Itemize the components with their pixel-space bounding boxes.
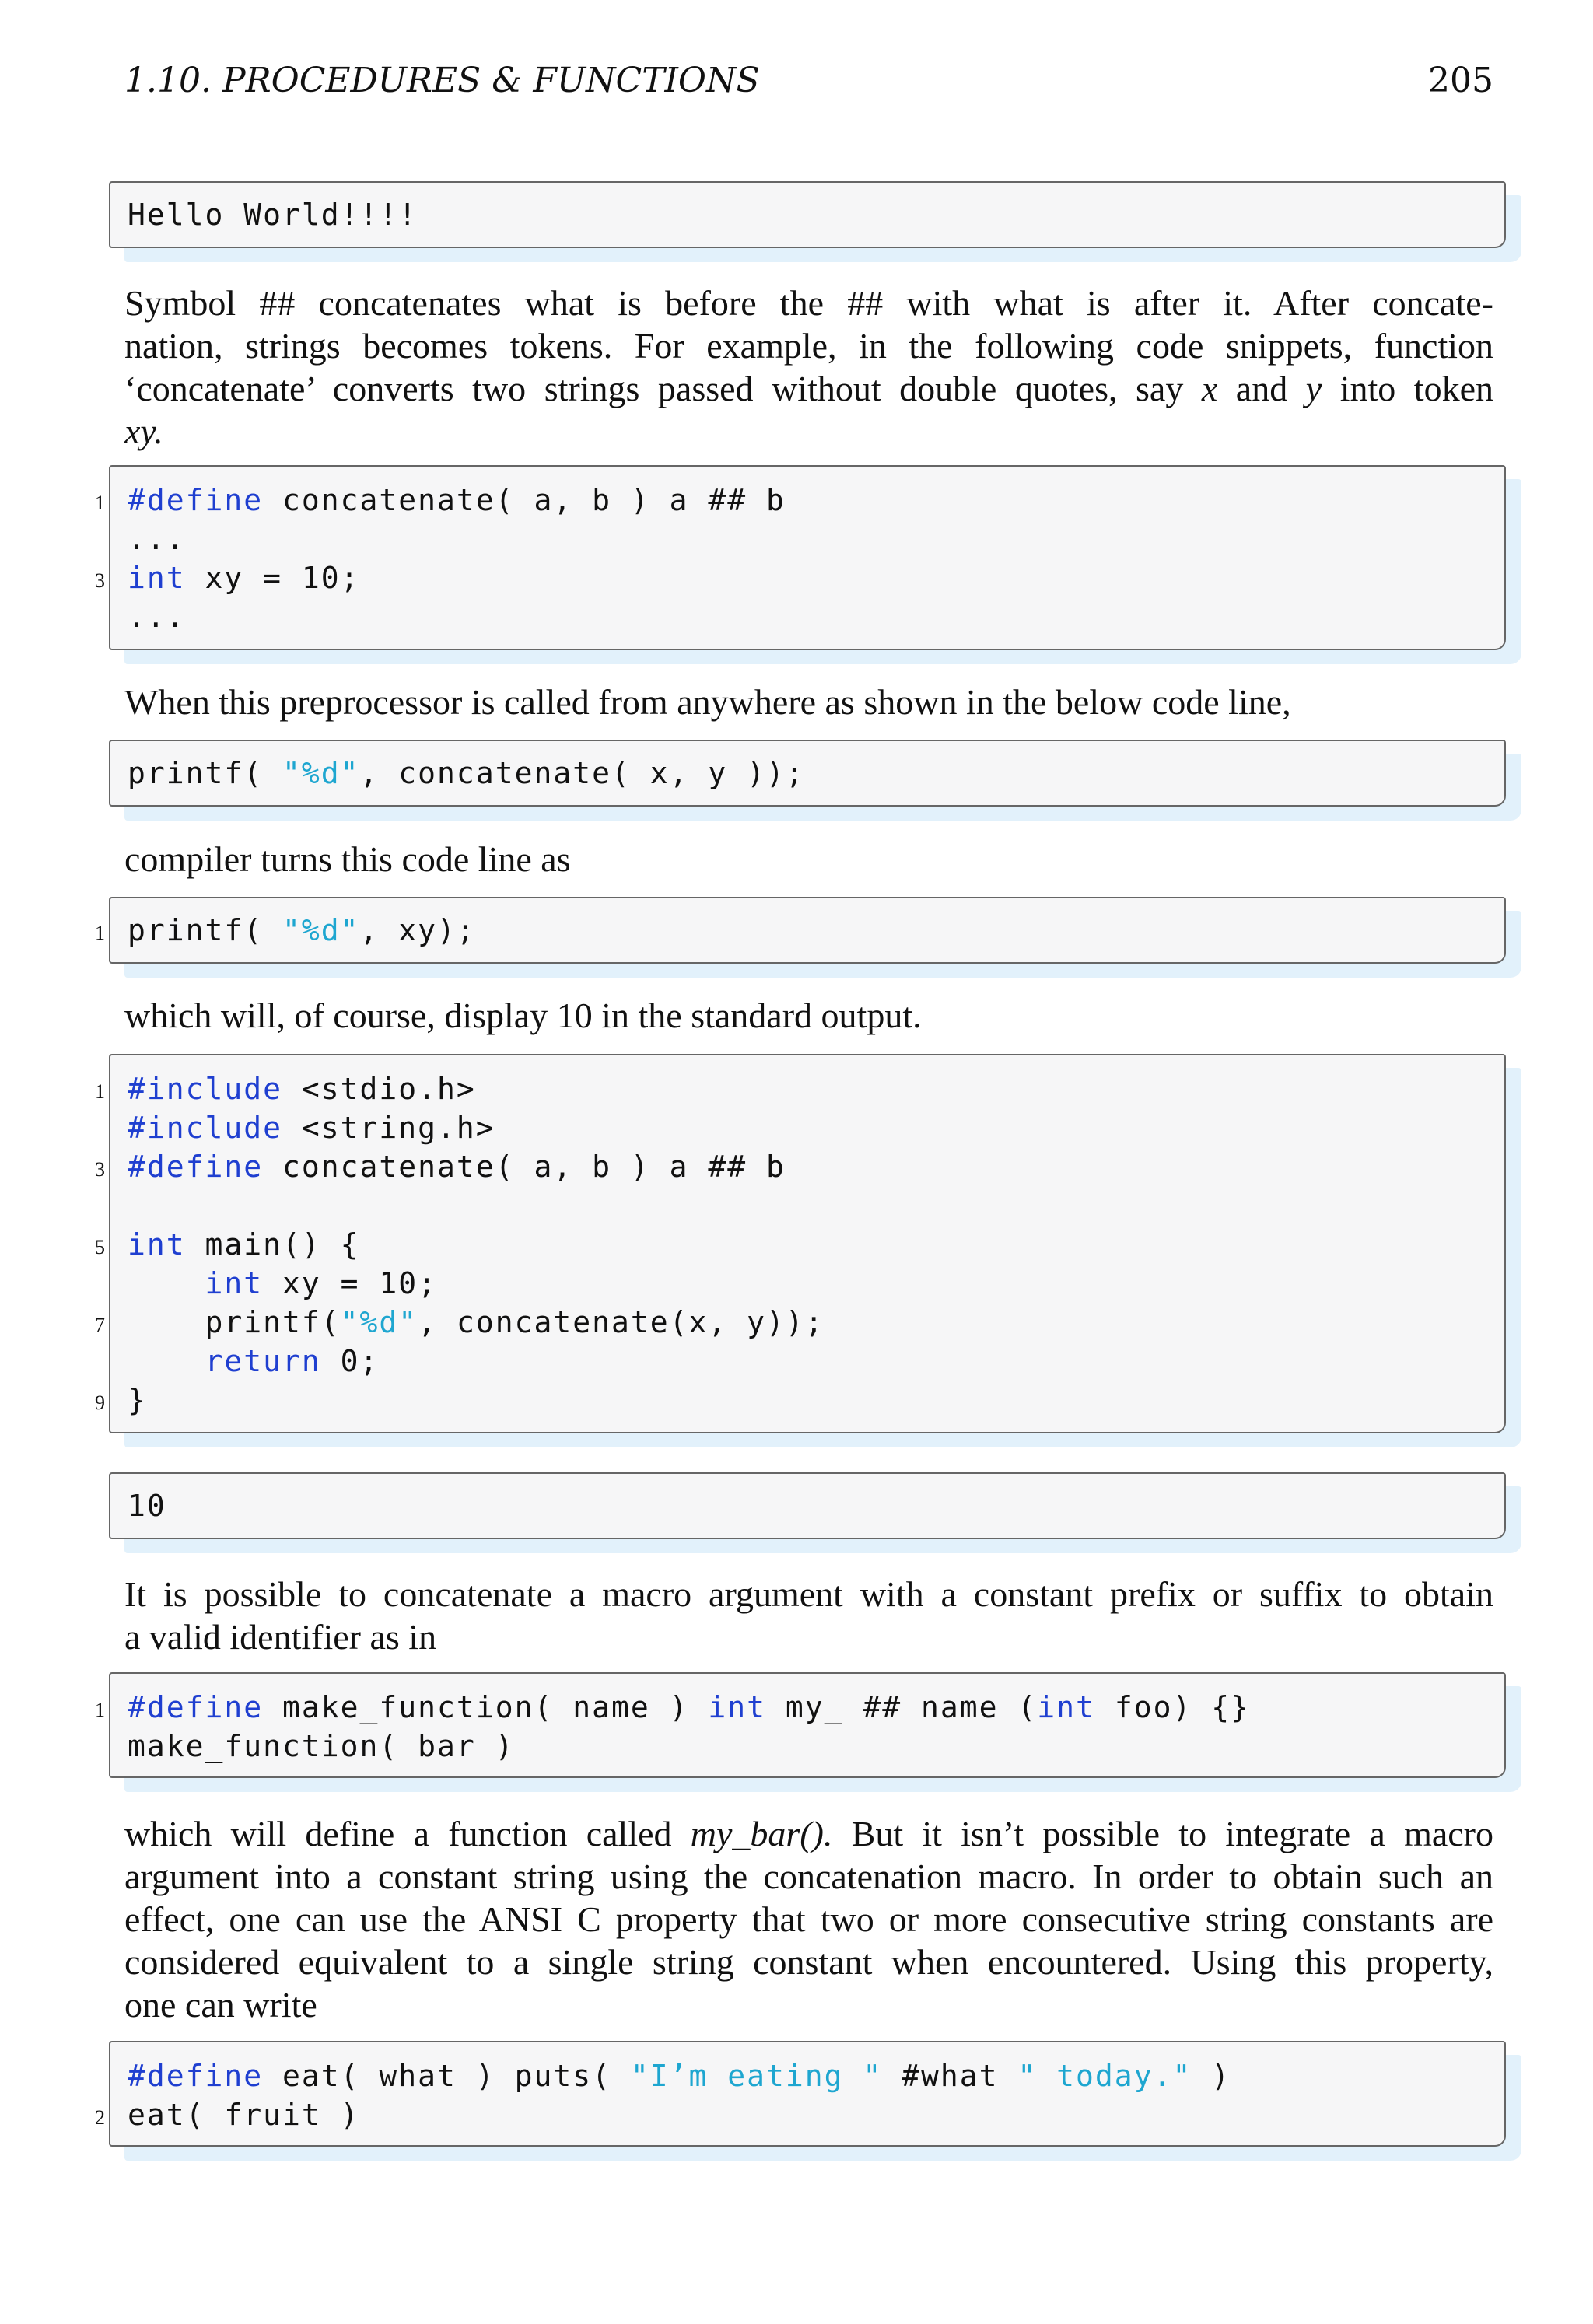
code-line: 5 int main() {: [128, 1225, 1497, 1264]
code-line: 1 printf( "%d", xy);: [128, 911, 1497, 950]
code-line: ...: [128, 600, 186, 634]
line-number: 7: [95, 1314, 105, 1336]
paragraph-preprocessor-call: [124, 681, 1493, 723]
line-number: 1: [95, 1080, 105, 1103]
section-title: 1.10. PROCEDURES & FUNCTIONS: [124, 61, 760, 100]
text-line: When this preprocessor is called from anywhere as shown in the below code line,: [124, 682, 1291, 722]
text-line: considered equivalent to a single string constant when encountered. Using this property,: [124, 1942, 1493, 1982]
code-line: #include <string.h>: [128, 1111, 495, 1145]
code-listing-main-program: [95, 1054, 1506, 1433]
text-line: effect, one can use the ANSI C property that two or more consecutive string constants are: [124, 1899, 1493, 1939]
code-listing-define: [95, 465, 1506, 650]
text-line: a valid identifier as in: [124, 1617, 437, 1657]
code-line-blank: [128, 1186, 1497, 1225]
code-line: 1 #include <stdio.h>: [128, 1069, 1497, 1108]
line-number: 1: [95, 1699, 105, 1721]
code-line: printf( "%d", concatenate( x, y ));: [128, 756, 805, 790]
output-line: Hello World!!!!: [128, 198, 418, 232]
paragraph-display-10: [124, 994, 1493, 1037]
paragraph-my-bar: [124, 1812, 1493, 2026]
code-listing-printf-xy: [95, 897, 1506, 964]
code-line: 1 #define concatenate( a, b ) a ## b: [128, 481, 1497, 520]
text-line: ‘concatenate’ converts two strings passed without double quotes, say x and y into token: [124, 369, 1493, 408]
code-line: 3 #define concatenate( a, b ) a ## b: [128, 1147, 1497, 1186]
code-line: 1 #define make_function( name ) int my_ ## name (int foo) {}: [128, 1688, 1497, 1727]
code-listing-eat-macro: [95, 2041, 1506, 2147]
output-box-10: [109, 1472, 1506, 1539]
line-number: 5: [95, 1236, 105, 1258]
text-line: It is possible to concatenate a macro argument with a constant prefix or suffix to obtain: [124, 1574, 1493, 1614]
code-line: 3 int xy = 10;: [128, 558, 1497, 597]
line-number: 2: [95, 2106, 105, 2129]
code-line: 9 }: [128, 1381, 1497, 1419]
paragraph-compiler-turns: [124, 838, 1493, 880]
code-line: int xy = 10;: [205, 1266, 438, 1300]
text-line: which will, of course, display 10 in the standard output.: [124, 996, 922, 1035]
code-line: return 0;: [205, 1344, 380, 1378]
code-listing-make-function: [95, 1672, 1506, 1778]
paragraph-concatenation-intro: [124, 282, 1493, 453]
code-line: ...: [128, 522, 186, 556]
line-number: 3: [95, 569, 105, 592]
paragraph-concatenate-prefix: [124, 1573, 1493, 1658]
text-line: compiler turns this code line as: [124, 839, 571, 879]
code-line: #define eat( what ) puts( "I’m eating " #what " today." ): [128, 2059, 1231, 2093]
text-line: Symbol ## concatenates what is before the ## with what is after it. After concate-: [124, 283, 1493, 323]
text-line: one can write: [124, 1985, 317, 2025]
output-line: 10: [128, 1489, 166, 1523]
line-number: 3: [95, 1158, 105, 1181]
code-line: 7 printf("%d", concatenate(x, y));: [128, 1303, 1497, 1342]
text-line: argument into a constant string using the concatenation macro. In order to obtain such an: [124, 1857, 1493, 1896]
text-line: xy.: [124, 411, 163, 451]
line-number: 1: [95, 922, 105, 944]
code-listing-printf-concatenate: [109, 740, 1506, 807]
running-header: [124, 61, 1493, 107]
page-number: 205: [1428, 61, 1493, 100]
line-number: 9: [95, 1391, 105, 1414]
text-line: nation, strings becomes tokens. For example, in the following code snippets, function: [124, 326, 1493, 366]
code-line: 2 eat( fruit ): [128, 2095, 1497, 2134]
code-line: make_function( bar ): [128, 1729, 515, 1763]
line-number: 1: [95, 492, 105, 514]
output-box-hello: [109, 181, 1506, 248]
text-line: which will define a function called my_bar(). But it isn’t possible to integrate a macro: [124, 1814, 1494, 1853]
